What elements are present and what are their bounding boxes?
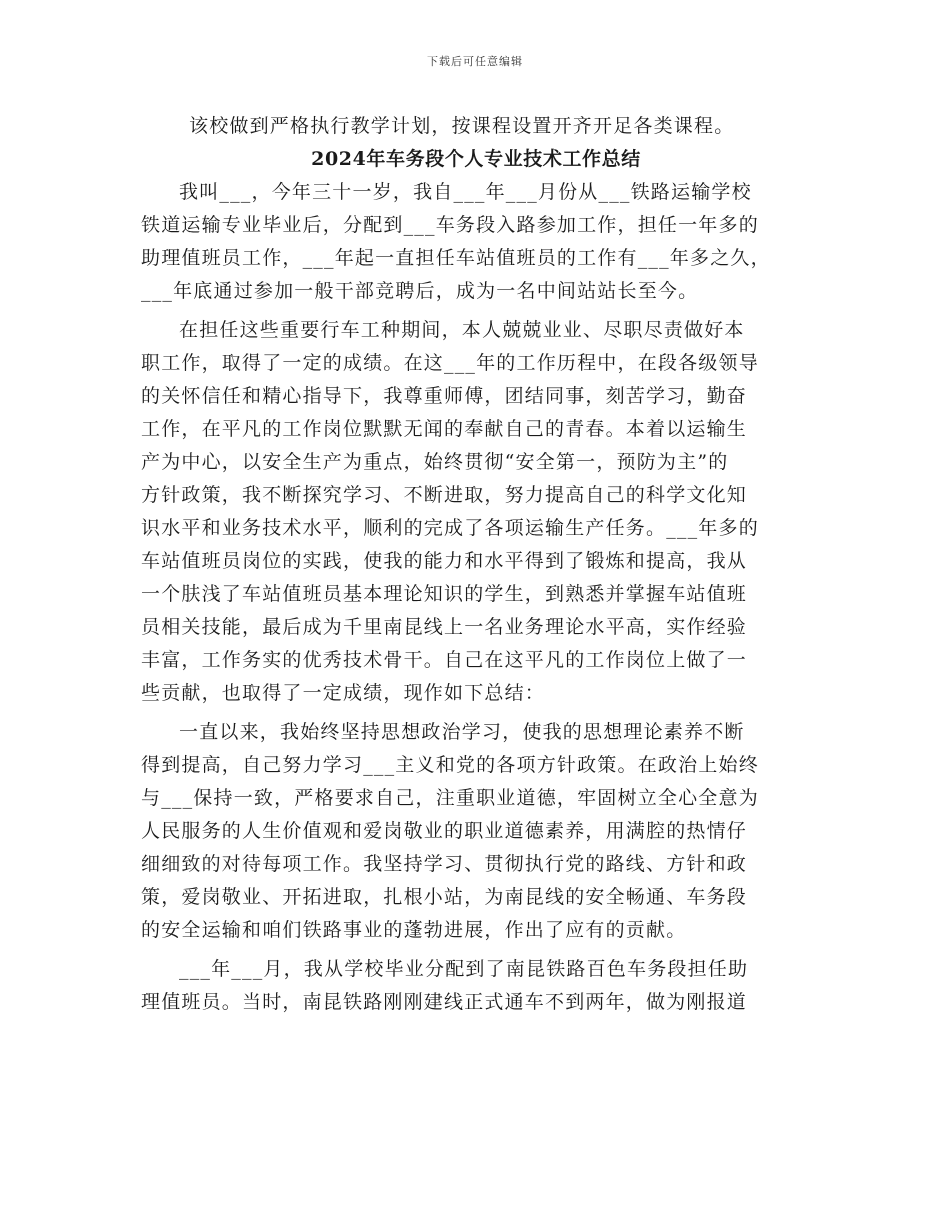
paragraph-line: 助理值班员工作，___年起一直担任车站值班员的工作有___年多之久， bbox=[141, 247, 771, 269]
paragraph-3 bbox=[141, 716, 801, 947]
paragraph-line: 铁道运输专业毕业后，分配到___车务段入路参加工作，担任一年多的 bbox=[141, 214, 759, 236]
paragraph-line: 得到提高，自己努力学习___主义和党的各项方针政策。在政治上始终 bbox=[141, 754, 759, 776]
paragraph-2 bbox=[141, 314, 801, 710]
paragraph-line: 识水平和业务技术水平，顺利的完成了各项运输生产任务。___年多的 bbox=[141, 517, 759, 539]
header-note: 下载后可任意编辑 bbox=[427, 55, 523, 68]
paragraph-line: 理值班员。当时，南昆铁路刚刚建线正式通车不到两年，做为刚报道 bbox=[141, 991, 748, 1013]
paragraph-line: 些贡献，也取得了一定成绩，现作如下总结： bbox=[141, 682, 546, 704]
paragraph-line: 一个肤浅了车站值班员基本理论知识的学生，到熟悉并掌握车站值班 bbox=[141, 583, 748, 605]
paragraph-line: 一直以来，我始终坚持思想政治学习，使我的思想理论素养不断 bbox=[179, 721, 745, 743]
paragraph-line: 策，爱岗敬业、开拓进取，扎根小站，为南昆线的安全畅通、车务段 bbox=[141, 886, 748, 908]
paragraph-line: 产为中心，以安全生产为重点，始终贯彻“安全第一，预防为主”的 bbox=[141, 451, 729, 473]
paragraph-line: 人民服务的人生价值观和爱岗敬业的职业道德素养，用满腔的热情仔 bbox=[141, 820, 748, 842]
document-body bbox=[141, 110, 801, 1019]
paragraph-line: 我叫___，今年三十一岁，我自___年___月份从___铁路运输学校 bbox=[179, 181, 752, 203]
paragraph-line: 的安全运输和咱们铁路事业的蓬勃进展，作出了应有的贡献。 bbox=[141, 919, 687, 941]
paragraph-line: 职工作，取得了一定的成绩。在这___年的工作历程中，在段各级领导 bbox=[141, 352, 759, 374]
paragraph-4 bbox=[141, 953, 801, 1019]
paragraph-line: 丰富，工作务实的优秀技术骨干。自己在这平凡的工作岗位上做了一 bbox=[141, 649, 748, 671]
document-title: 2024年车务段个人专业技术工作总结 bbox=[311, 148, 641, 170]
paragraph-line: 在担任这些重要行车工种期间，本人兢兢业业、尽职尽责做好本 bbox=[179, 319, 745, 341]
paragraph-line: 车站值班员岗位的实践，使我的能力和水平得到了锻炼和提高，我从 bbox=[141, 550, 748, 572]
paragraph-line: 方针政策，我不断探究学习、不断进取，努力提高自己的科学文化知 bbox=[141, 484, 748, 506]
paragraph-line: ___年___月，我从学校毕业分配到了南昆铁路百色车务段担任助 bbox=[179, 958, 749, 980]
intro-line: 该校做到严格执行教学计划，按课程设置开齐开足各类课程。 bbox=[189, 115, 735, 137]
paragraph-line: 细细致的对待每项工作。我坚持学习、贯彻执行党的路线、方针和政 bbox=[141, 853, 748, 875]
paragraph-line: 工作，在平凡的工作岗位默默无闻的奉献自己的青春。本着以运输生 bbox=[141, 418, 748, 440]
paragraph-line: 的关怀信任和精心指导下，我尊重师傅，团结同事，刻苦学习，勤奋 bbox=[141, 385, 748, 407]
paragraph-1 bbox=[141, 176, 801, 308]
paragraph-line: 员相关技能，最后成为千里南昆线上一名业务理论水平高，实作经验 bbox=[141, 616, 748, 638]
paragraph-line: ___年底通过参加一般干部竞聘后，成为一名中间站站长至今。 bbox=[141, 280, 699, 302]
paragraph-line: 与___保持一致，严格要求自己，注重职业道德，牢固树立全心全意为 bbox=[141, 787, 759, 809]
